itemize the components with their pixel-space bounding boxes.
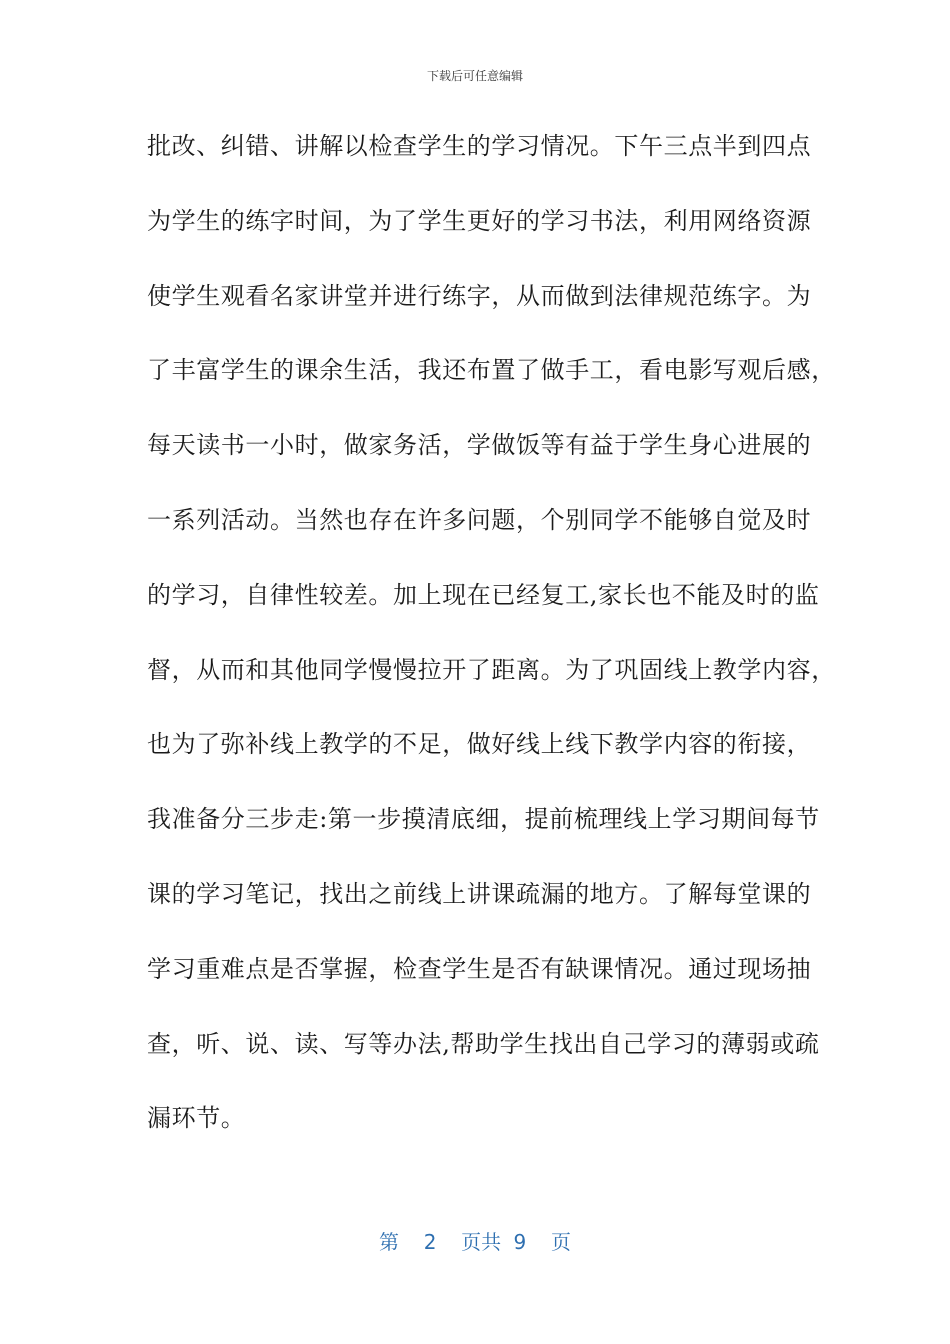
text-line-8: 督，从而和其他同学慢慢拉开了距离。为了巩固线上教学内容， — [147, 655, 836, 684]
text-line-1: 批改、纠错、讲解以检查学生的学习情况。下午三点半到四点 — [147, 132, 812, 160]
text-line-10: 我准备分三步走:第一步摸清底细，提前梳理线上学习期间每节 — [147, 805, 820, 834]
text-line-12: 学习重难点是否掌握，检查学生是否有缺课情况。通过现场抽 — [147, 954, 812, 983]
text-line-6: 一系列活动。当然也存在许多问题，个别同学不能够自觉及时 — [147, 505, 812, 534]
text-line-7: 的学习，自律性较差。加上现在已经复工,家长也不能及时的监 — [147, 580, 820, 609]
page-number: 第 2 页共 9 页 — [379, 1230, 571, 1254]
text-line-9: 也为了弥补线上教学的不足，做好线上线下教学内容的衔接， — [147, 730, 812, 759]
text-line-4: 了丰富学生的课余生活，我还布置了做手工，看电影写观后感， — [147, 356, 836, 385]
body-text — [147, 128, 836, 1175]
text-line-14: 漏环节。 — [147, 1104, 246, 1133]
page-header: 下载后可任意编辑 — [426, 69, 523, 83]
page-footer — [0, 1226, 950, 1255]
text-line-3: 使学生观看名家讲堂并进行练字，从而做到法律规范练字。为 — [147, 281, 812, 310]
text-line-5: 每天读书一小时，做家务活，学做饭等有益于学生身心进展的 — [147, 431, 812, 460]
text-line-13: 查，听、说、读、写等办法,帮助学生找出自己学习的薄弱或疏 — [147, 1029, 820, 1058]
text-line-11: 课的学习笔记，找出之前线上讲课疏漏的地方。了解每堂课的 — [147, 879, 812, 908]
text-line-2: 为学生的练字时间，为了学生更好的学习书法，利用网络资源 — [147, 206, 812, 235]
